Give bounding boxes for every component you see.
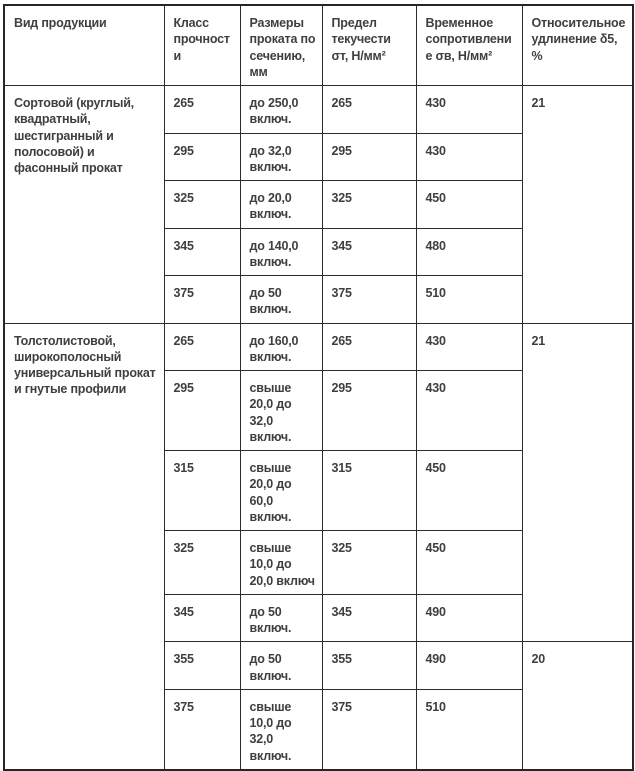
tensile-strength-cell: 490 (416, 642, 522, 690)
tensile-strength-cell: 430 (416, 133, 522, 181)
yield-strength-cell: 325 (322, 181, 416, 229)
table-row (4, 86, 633, 134)
size-range-cell: свыше 10,0 до 20,0 включ (240, 531, 322, 595)
tensile-strength-cell: 430 (416, 86, 522, 134)
tensile-strength-cell: 490 (416, 594, 522, 642)
tensile-strength-cell: 450 (416, 531, 522, 595)
yield-strength-cell: 265 (322, 86, 416, 134)
header-yield-strength: Предел текучести σт, Н/мм² (322, 5, 416, 86)
tensile-strength-cell: 510 (416, 689, 522, 770)
steel-strength-table (3, 4, 634, 771)
strength-class-cell: 315 (164, 451, 240, 531)
strength-class-cell: 355 (164, 642, 240, 690)
size-range-cell: свыше 20,0 до 32,0 включ. (240, 371, 322, 451)
tensile-strength-cell: 450 (416, 181, 522, 229)
size-range-cell: до 20,0 включ. (240, 181, 322, 229)
header-row (4, 5, 633, 86)
size-range-cell: до 50 включ. (240, 642, 322, 690)
strength-class-cell: 265 (164, 323, 240, 371)
size-range-cell: до 250,0 включ. (240, 86, 322, 134)
size-range-cell: до 32,0 включ. (240, 133, 322, 181)
tensile-strength-cell: 430 (416, 371, 522, 451)
size-range-cell: до 50 включ. (240, 276, 322, 324)
yield-strength-cell: 355 (322, 642, 416, 690)
elongation-cell: 21 (522, 323, 633, 642)
elongation-cell: 21 (522, 86, 633, 324)
header-strength-class: Класс прочности (164, 5, 240, 86)
yield-strength-cell: 375 (322, 276, 416, 324)
header-size-range: Размеры проката по сечению, мм (240, 5, 322, 86)
size-range-cell: до 50 включ. (240, 594, 322, 642)
strength-class-cell: 295 (164, 133, 240, 181)
strength-class-cell: 295 (164, 371, 240, 451)
tensile-strength-cell: 450 (416, 451, 522, 531)
strength-class-cell: 375 (164, 689, 240, 770)
strength-class-cell: 265 (164, 86, 240, 134)
yield-strength-cell: 295 (322, 133, 416, 181)
yield-strength-cell: 295 (322, 371, 416, 451)
table-header (4, 5, 633, 86)
yield-strength-cell: 375 (322, 689, 416, 770)
strength-class-cell: 345 (164, 228, 240, 276)
yield-strength-cell: 315 (322, 451, 416, 531)
table-row (4, 323, 633, 371)
header-elongation: Относительное удлинение δ5, % (522, 5, 633, 86)
table-body (4, 86, 633, 770)
size-range-cell: свыше 10,0 до 32,0 включ. (240, 689, 322, 770)
header-product-type: Вид продукции (4, 5, 164, 86)
yield-strength-cell: 345 (322, 228, 416, 276)
tensile-strength-cell: 430 (416, 323, 522, 371)
size-range-cell: до 140,0 включ. (240, 228, 322, 276)
size-range-cell: свыше 20,0 до 60,0 включ. (240, 451, 322, 531)
header-tensile-strength: Временное сопротивление σв, Н/мм² (416, 5, 522, 86)
strength-class-cell: 375 (164, 276, 240, 324)
size-range-cell: до 160,0 включ. (240, 323, 322, 371)
tensile-strength-cell: 480 (416, 228, 522, 276)
product-type-cell: Толстолистовой, широкополосный универсальный прокат и гнутые профили (4, 323, 164, 770)
strength-class-cell: 345 (164, 594, 240, 642)
product-type-cell: Сортовой (круглый, квадратный, шестигранный и полосовой) и фасонный прокат (4, 86, 164, 324)
tensile-strength-cell: 510 (416, 276, 522, 324)
yield-strength-cell: 345 (322, 594, 416, 642)
yield-strength-cell: 265 (322, 323, 416, 371)
elongation-cell: 20 (522, 642, 633, 770)
strength-class-cell: 325 (164, 181, 240, 229)
strength-class-cell: 325 (164, 531, 240, 595)
yield-strength-cell: 325 (322, 531, 416, 595)
